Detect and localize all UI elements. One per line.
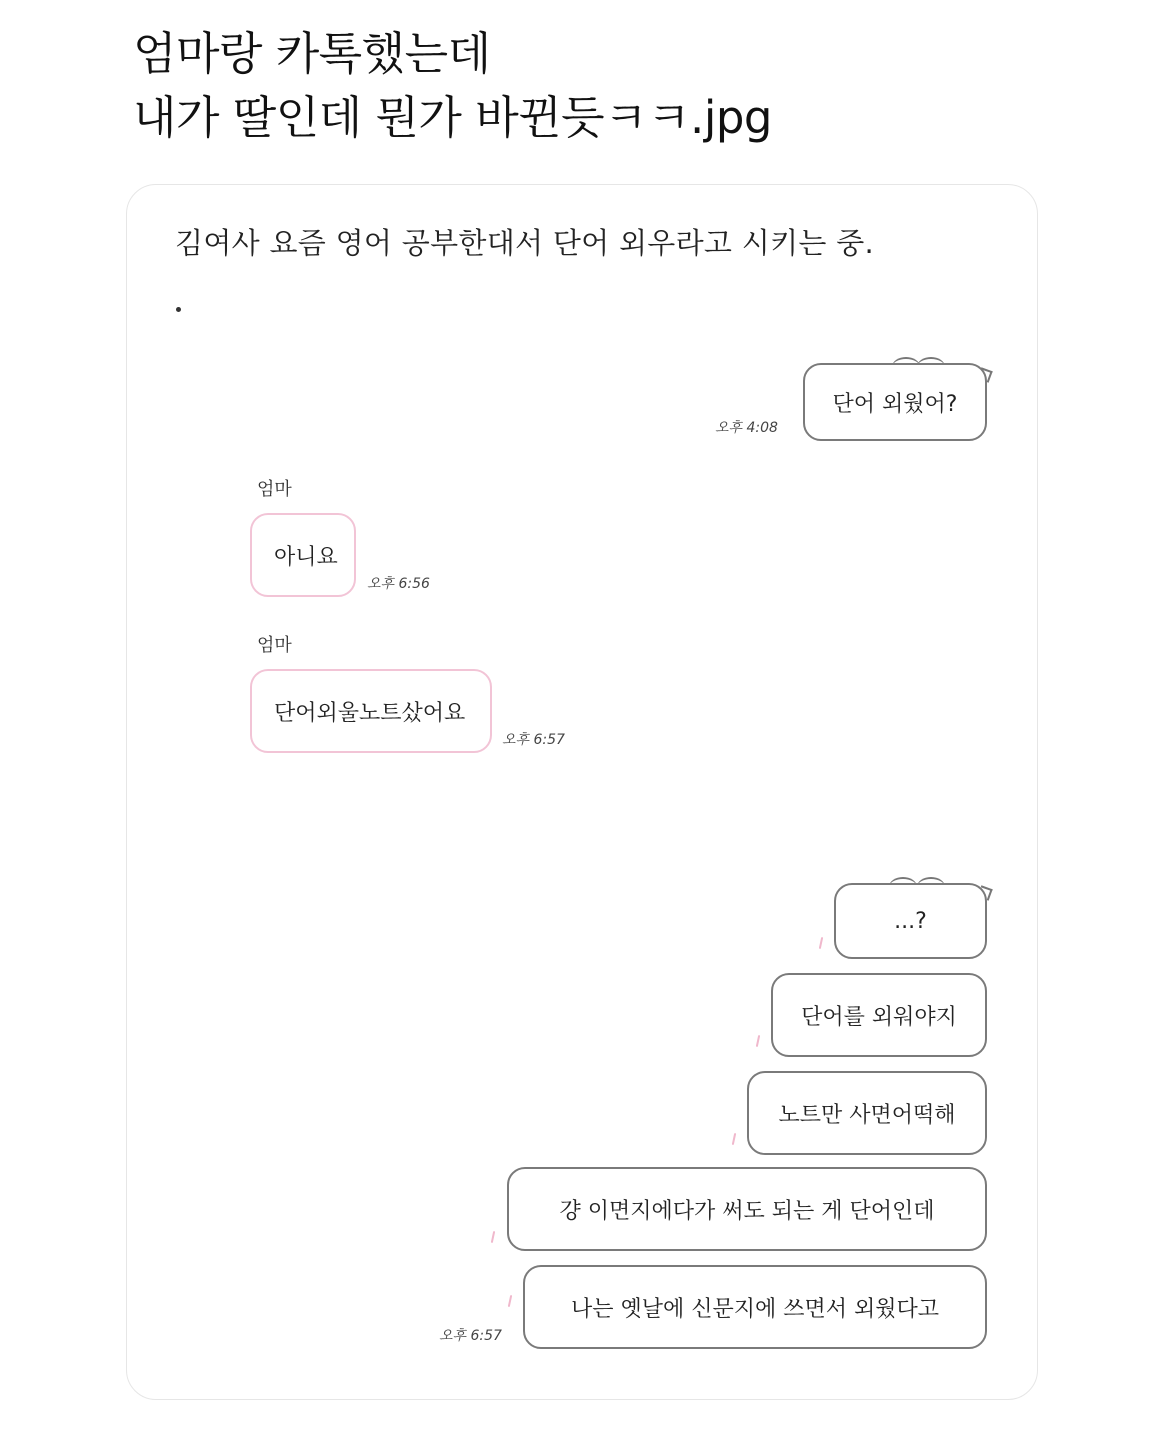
bubble-tail: [732, 1133, 736, 1145]
chat-bubble-sent: 나는 옛날에 신문지에 쓰면서 외웠다고: [523, 1265, 987, 1349]
message-time: 오후 6:57: [502, 732, 565, 748]
chat-bubble-received: 아니요: [250, 513, 356, 597]
post-title-line-2: 내가 딸인데 뭔가 바뀐듯ㅋㅋ.jpg: [133, 91, 772, 144]
bubble-tail: [756, 1035, 760, 1047]
message-time: 오후 4:08: [715, 420, 778, 436]
post-title: [133, 22, 1033, 150]
image-card[interactable]: [126, 184, 1038, 1400]
chat-bubble-sent: 단어 외웠어?: [803, 363, 987, 441]
message-time: 오후 6:57: [439, 1328, 502, 1344]
bubble-tail: [819, 937, 823, 949]
chat-bubble-sent: 단어를 외워야지: [771, 973, 987, 1057]
chat-bubble-received: 단어외울노트샀어요: [250, 669, 492, 753]
message-time: 오후 6:56: [367, 576, 430, 592]
bubble-tail: [508, 1295, 512, 1307]
chat-bubble-sent: 노트만 사면어떡해: [747, 1071, 987, 1155]
bubble-tail: [491, 1231, 495, 1243]
post-title-line-1: 엄마랑 카톡했는데: [133, 27, 491, 80]
caption-dot: [176, 307, 181, 312]
sender-name: 엄마: [257, 479, 292, 500]
image-caption: 김여사 요즘 영어 공부한대서 단어 외우라고 시키는 중.: [175, 226, 875, 260]
chat-bubble-sent: ...?: [834, 883, 987, 959]
chat-bubble-sent: 걍 이면지에다가 써도 되는 게 단어인데: [507, 1167, 987, 1251]
sender-name: 엄마: [257, 635, 292, 656]
